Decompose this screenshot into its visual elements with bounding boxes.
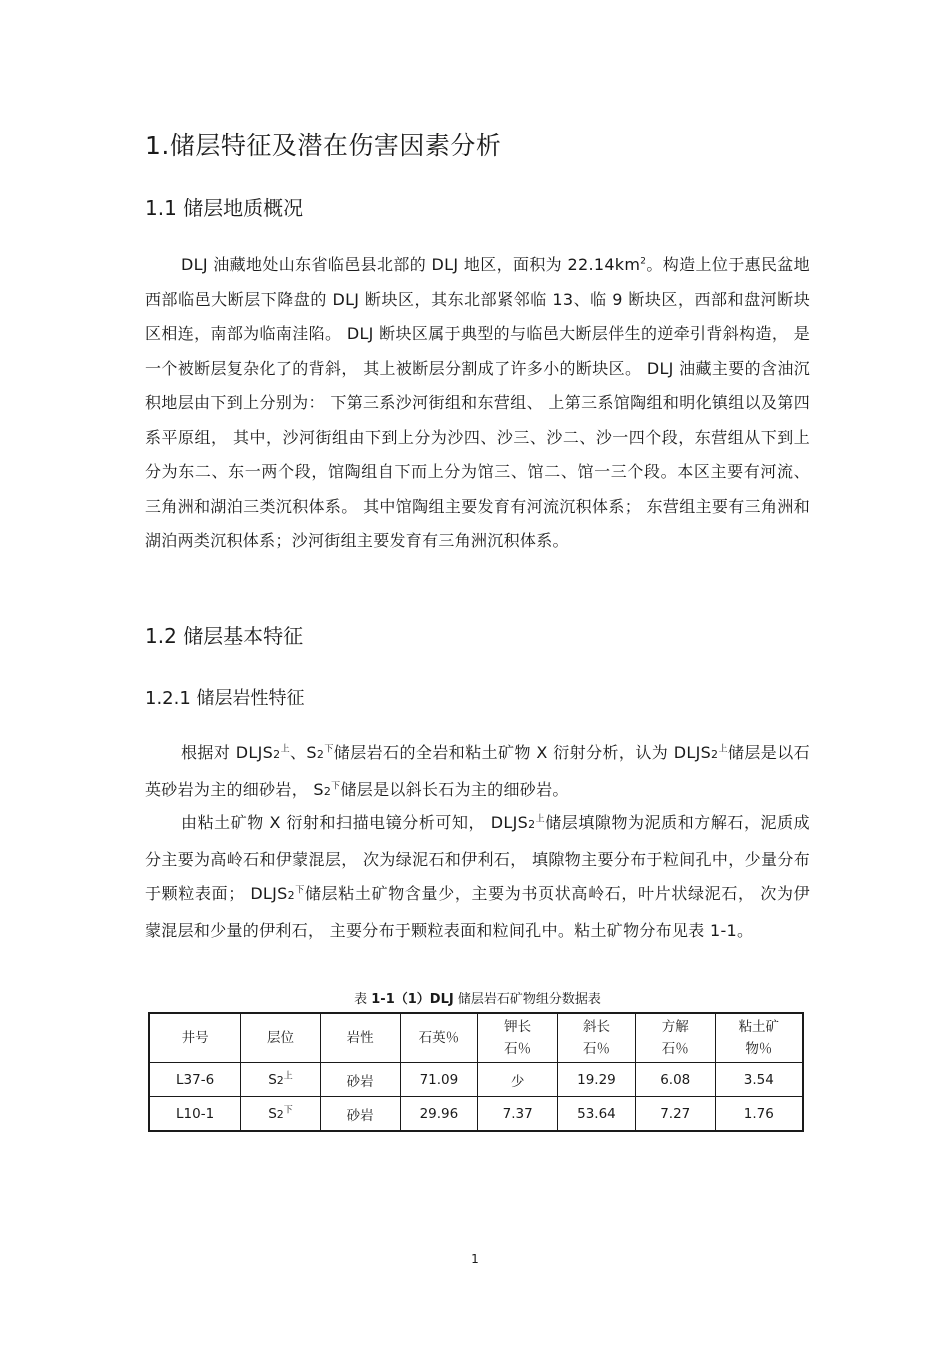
cell-well: L37-6 [149,1063,241,1097]
superscript: 下 [324,744,334,755]
text-run: 储层是以石英砂岩为主的细砂岩， S [145,743,810,799]
table-caption [145,988,810,1007]
text-run: 、S [290,743,317,762]
cell-k-feldspar: 7.37 [478,1097,558,1132]
caption-bold: 1-1（1）DLJ [371,992,454,1007]
header-plagioclase-text: 斜长石％ [582,1019,610,1057]
cell-well: L10-1 [149,1097,241,1132]
section-heading-1-2-1: 1.2.1 储层岩性特征 [145,688,305,709]
layer-subscript: 2 [276,1073,284,1087]
header-calcite-text: 方解石％ [661,1019,689,1057]
layer-letter: S [268,1071,277,1088]
text-run: 。构造上位于惠民盆地西部临邑大断层下降盘的 DLJ 断块区，其东北部紧邻临 13、临 9 断块区，西部和盘河断块区相连，南部为临南洼陷。 DLJ 断块区属于典型的与临邑大断层伴生的逆牵引背斜构造， 是一个被断层复杂化了的背斜， 其上被断层分割成了许多小的断块区。 DLJ 油藏主要的含油沉积地层由下到上分别为： 下第三系沙河街组和东营组、 上第三系馆陶组和明化镇组以及第四系平原组， 其中，沙河街组由下到上分为沙四、沙三、沙二、沙一四个段，东营组从下到上分为东二、东一两个段，馆陶组自下而上分为馆三、馆二、馆一三个段。本区主要有河流、三角洲和湖泊三类沉积体系。 其中馆陶组主要发育有河流沉积体系； 东营组主要有三角洲和湖泊两类沉积体系；沙河街组主要发育有三角洲沉积体系。 [145,255,810,550]
layer-superscript: 下 [283,1105,293,1115]
cell-plagioclase: 19.29 [558,1063,636,1097]
caption-text: 储层岩石矿物组分数据表 [453,992,601,1007]
paragraph-clay-minerals [145,806,810,948]
superscript: 下 [331,781,341,792]
superscript: 上 [280,744,290,755]
layer-superscript: 上 [283,1071,293,1081]
superscript: 上 [535,814,546,825]
header-plagioclase [558,1013,636,1063]
page-title: 1.储层特征及潜在伤害因素分析 [145,131,502,160]
header-calcite [635,1013,715,1063]
text-run: 储层是以斜长石为主的细砂岩。 [340,779,569,799]
cell-lithology: 砂岩 [320,1063,400,1097]
text-run: 由粘土矿物 X 衍射和扫描电镜分析可知， DLJS [181,813,529,832]
cell-calcite: 6.08 [635,1063,715,1097]
cell-k-feldspar: 少 [478,1063,558,1097]
mineral-composition-table [148,1012,804,1132]
text-run: 储层粘土矿物含量少，主要为书页状高岭石，叶片状绿泥石， 次为伊蒙混层和少量的伊利石， 主要分布于颗粒表面和粒间孔中。粘土矿物分布见表 1-1。 [145,884,810,940]
table-row [149,1063,803,1097]
text-run: 根据对 DLJS [181,743,274,762]
text-run: 储层填隙物为泥质和方解石，泥质成分主要为高岭石和伊蒙混层， 次为绿泥石和伊利石， 填隙物主要分布于粒间孔中，少量分布于颗粒表面； DLJS [145,813,810,903]
cell-calcite: 7.27 [635,1097,715,1132]
header-layer: 层位 [241,1013,321,1063]
cell-clay: 3.54 [715,1063,803,1097]
superscript: 上 [718,744,728,755]
section-heading-1-2: 1.2 储层基本特征 [145,624,304,648]
layer-subscript: 2 [276,1107,284,1121]
subscript: 2 [287,889,295,902]
paragraph-geology-overview [145,248,810,559]
cell-plagioclase: 53.64 [558,1097,636,1132]
header-lithology: 岩性 [320,1013,400,1063]
section-heading-1-1: 1.1 储层地质概况 [145,196,304,220]
cell-quartz: 29.96 [400,1097,478,1132]
page-number: 1 [471,1252,479,1266]
cell-quartz: 71.09 [400,1063,478,1097]
subscript: 2 [528,818,536,831]
paragraph-lithology [145,736,810,809]
subscript: 2 [711,748,719,761]
table-row [149,1097,803,1132]
header-clay-text: 粘土矿物％ [738,1019,780,1057]
caption-prefix: 表 [354,992,372,1007]
subscript: 2 [316,748,325,761]
cell-layer [241,1063,321,1097]
header-quartz: 石英％ [400,1013,478,1063]
table-header-row [149,1013,803,1063]
header-clay [715,1013,803,1063]
cell-clay: 1.76 [715,1097,803,1132]
header-k-feldspar-text: 钾长石％ [504,1019,532,1057]
subscript: 2 [273,748,281,761]
subscript: 2 [323,784,332,798]
text-run: 储层岩石的全岩和粘土矿物 X 衍射分析，认为 DLJS [333,743,712,762]
cell-lithology: 砂岩 [320,1097,400,1132]
layer-letter: S [268,1105,277,1122]
text-run: DLJ 油藏地处山东省临邑县北部的 DLJ 地区，面积为 22.14km [181,255,641,274]
header-well: 井号 [149,1013,241,1063]
header-k-feldspar [478,1013,558,1063]
superscript: 2 [640,256,647,267]
cell-layer [241,1097,321,1132]
superscript: 下 [294,885,305,896]
